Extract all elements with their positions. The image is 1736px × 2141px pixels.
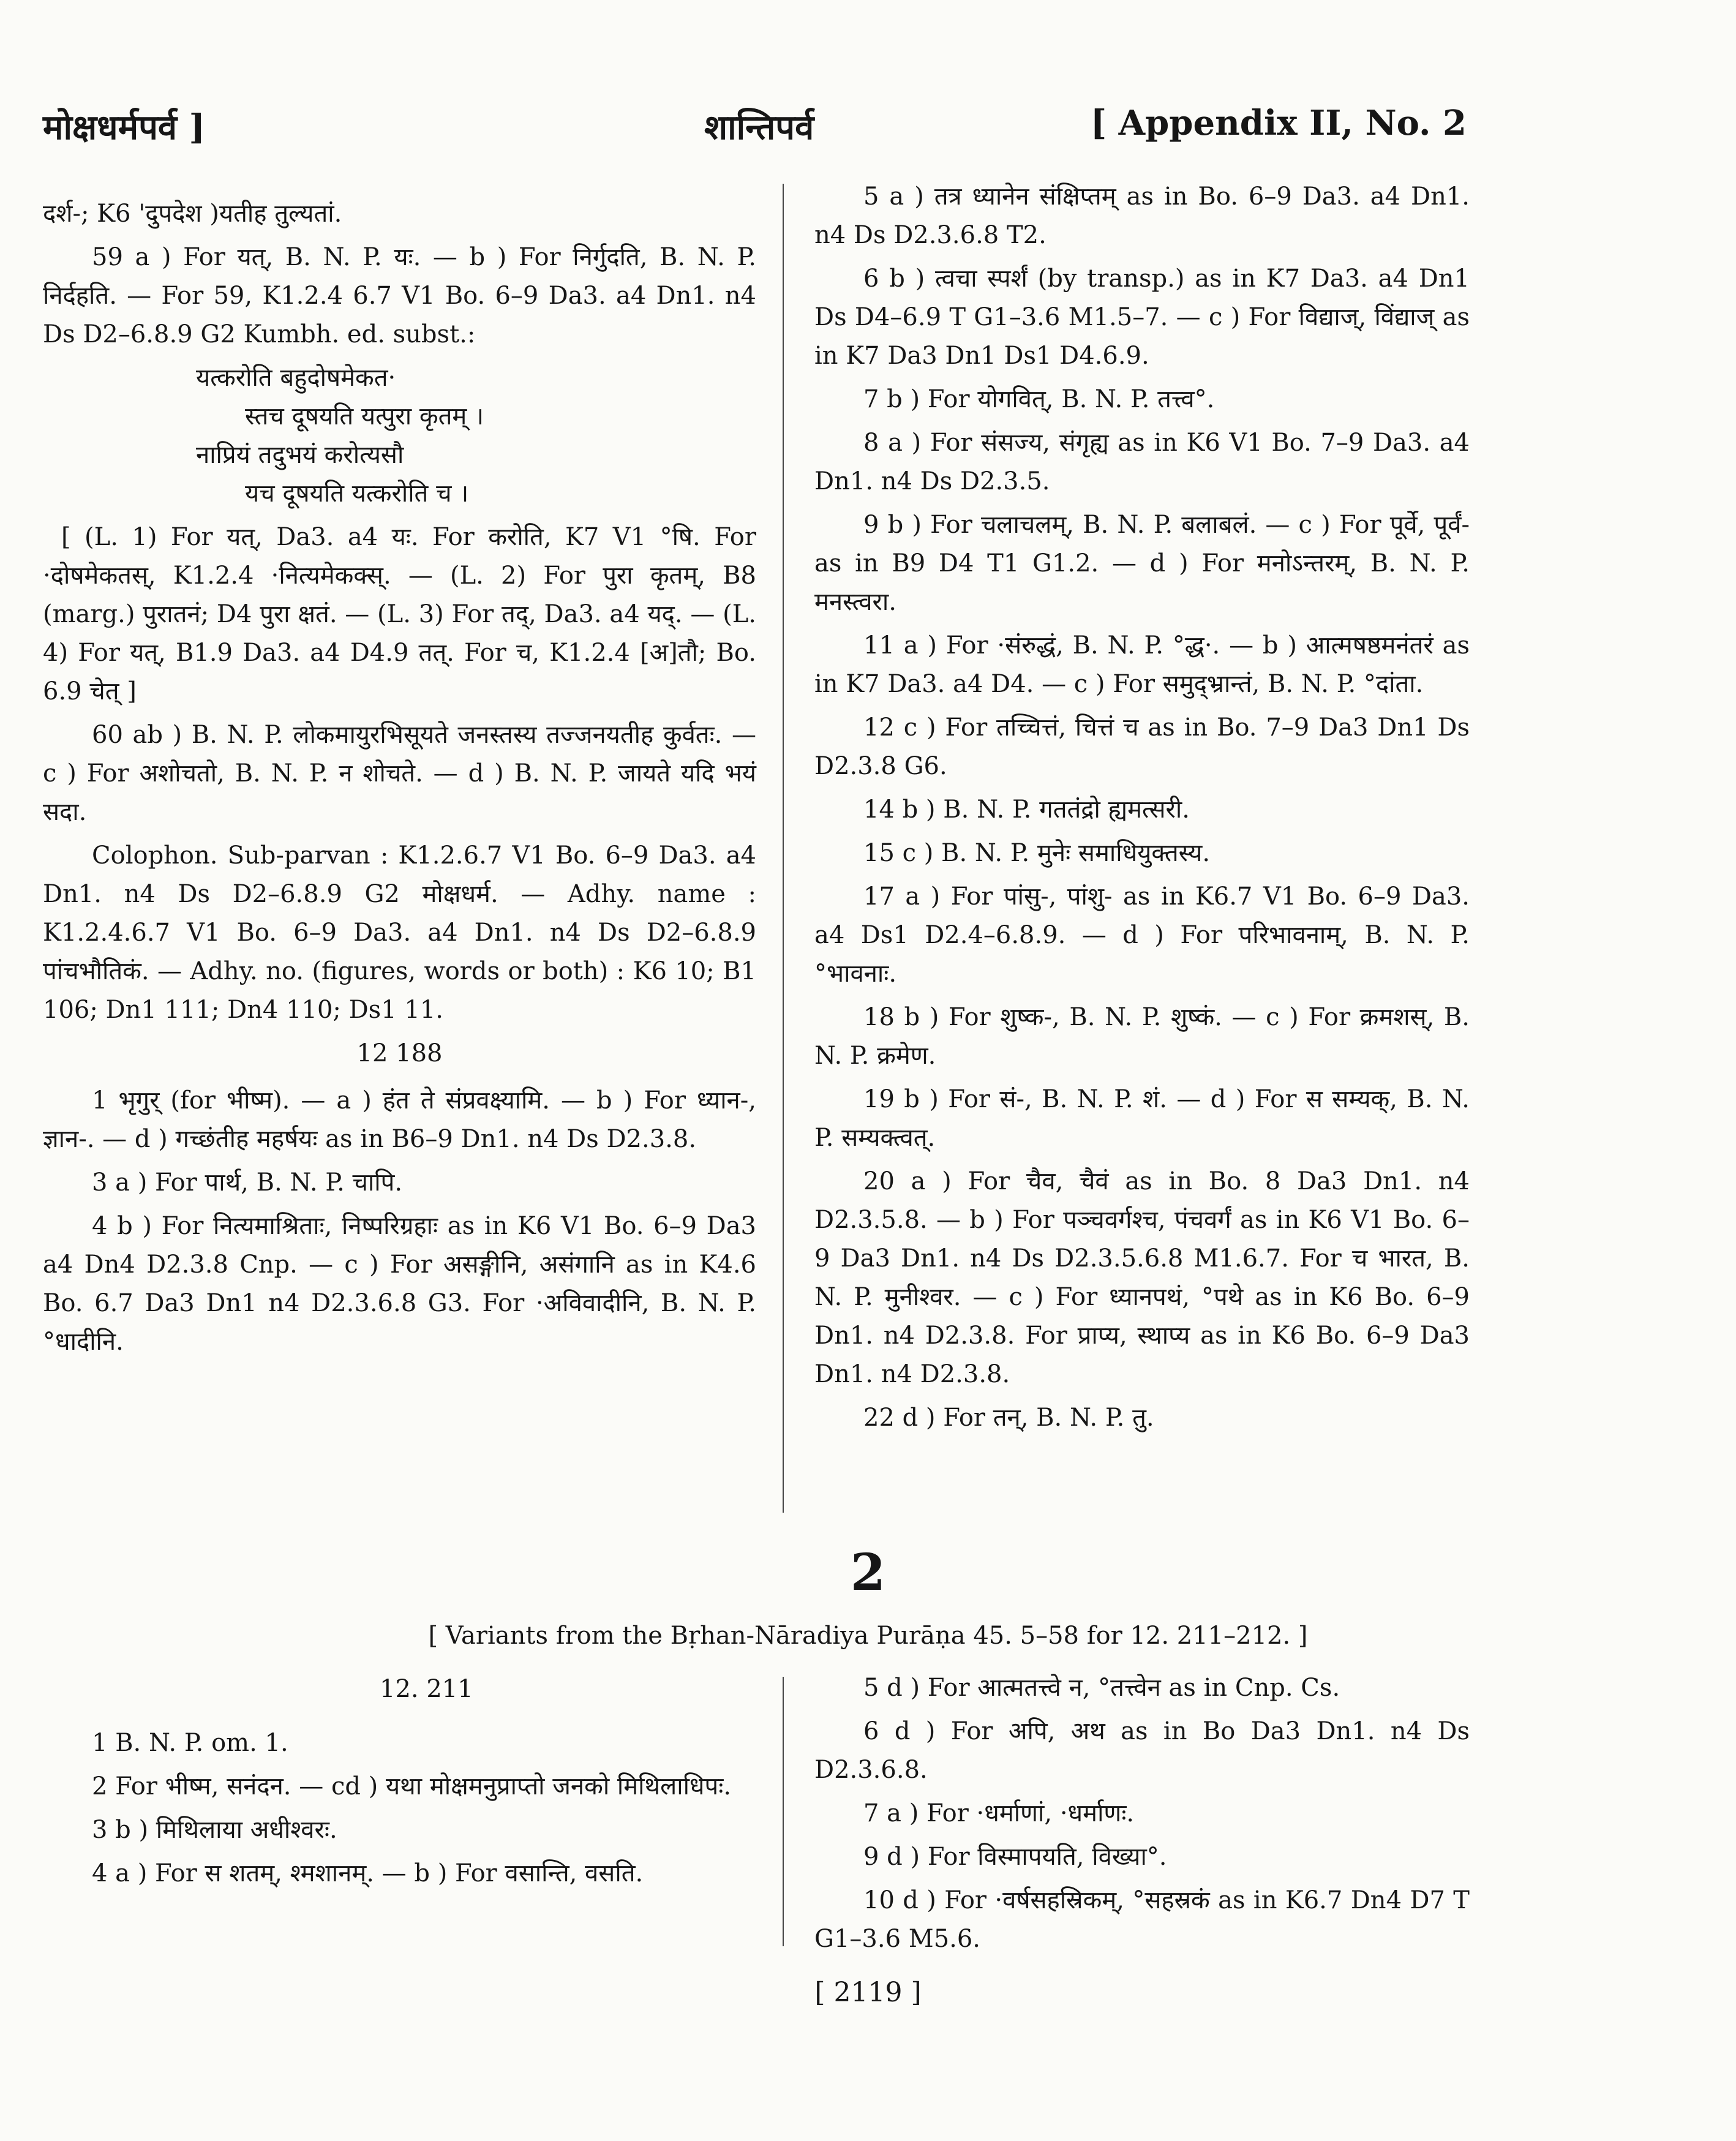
note-9: 9 b ) For चलाचलम्, B. N. P. बलाबलं. — c ) For पूर्वे, पूर्वं- as in B9 D4 T1 G1.2. — d ) For मनोऽन्तरम्, B. N. P. मनस्त्वरा.: [814, 511, 1470, 616]
verse-line-4: यच दूषयति यत्करोति च ।: [245, 480, 469, 508]
running-head-right: [ Appendix II, No. 2: [1090, 103, 1467, 143]
note-20: 20 a ) For चैव, चैवं as in Bo. 8 Da3 Dn1. n4 D2.3.5.8. — b ) For पञ्चवर्गश्च, पंचवर्गं as in K6 V1 Bo. 6–9 Da3 Dn1. n4 Ds D2.3.5.6.8 M1.6.7. For च भारत, B. N. P. मुनीश्वर. — c ) For ध्यानपथं, °पथे as in K6 Bo. 6–9 Dn1. n4 D2.3.8. For प्राप्य, स्थाप्य as in K6 Bo. 6–9 Da3 Dn1. n4 D2.3.8.: [814, 1167, 1470, 1388]
note-5: 5 a ) तत्र ध्यानेन संक्षिप्तम् as in Bo. 6–9 Da3. a4 Dn1. n4 Ds D2.3.6.8 T2.: [814, 182, 1470, 249]
note-bracket: [ (L. 1) For यत्, Da3. a4 यः. For करोति, K7 V1 °षि. For ·दोषमेकतस्, K1.2.4 ·नित्यमेकक्स्. — (L. 2) For पुरा कृतम्, B8 (marg.) पुरातनं; D4 पुरा क्षतं. — (L. 3) For तद्, Da3. a4 यद्. — (L. 4) For यत्, B1.9 Da3. a4 D4.9 तत्. For च, K1.2.4 [अ]तौ; Bo. 6.9 चेत् ]: [43, 523, 756, 706]
note-1: 1 भृगुर् (for भीष्म). — a ) हंत ते संप्रवक्ष्यामि. — b ) For ध्यान-, ज्ञान-. — d ) गच्छंतीह महर्षयः as in B6–9 Dn1. n4 Ds D2.3.8.: [43, 1086, 756, 1153]
verse-line-2: स्तच दूषयति यत्पुरा कृतम् ।: [245, 402, 484, 431]
note-b1: 1 B. N. P. om. 1.: [92, 1729, 288, 1757]
note-12: 12 c ) For तच्चित्तं, चित्तं च as in Bo. 7–9 Da3 Dn1 Ds D2.3.8 G6.: [814, 713, 1470, 780]
note-59: 59 a ) For यत्, B. N. P. यः. — b ) For निर्गुदति, B. N. P. निर्दहति. — For 59, K1.2.4 6.7 V1 Bo. 6–9 Da3. a4 Dn1. n4 Ds D2–6.8.9 G2 Kumbh. ed. subst.:: [43, 243, 756, 348]
note-continuation: दर्श-; K6 'दुपदेश )यतीह तुल्यतां.: [43, 200, 342, 228]
note-b2: 2 For भीष्म, सनंदन. — cd ) यथा मोक्षमनुप्राप्तो जनको मिथिलाधिपः.: [92, 1772, 732, 1800]
bottom-right-column: [814, 1669, 1470, 1963]
note-22: 22 d ) For तन्, B. N. P. तु.: [863, 1404, 1154, 1432]
chapter-heading: 12 188: [356, 1039, 443, 1067]
note-3: 3 a ) For पार्थ, B. N. P. चापि.: [92, 1168, 403, 1197]
note-60: 60 ab ) B. N. P. लोकमायुरभिसूयते जनस्तस्य तज्जनयतीह कुर्वतः. — c ) For अशोचतो, B. N. P. न शोचते. — d ) B. N. P. जायते यदि भयं सदा.: [43, 721, 756, 826]
running-head-center: शान्तिपर्व: [704, 107, 814, 148]
column-rule-bottom: [783, 1677, 784, 1946]
section-number: 2: [850, 1543, 886, 1602]
running-head-left: मोक्षधर्मपर्व ]: [43, 107, 206, 148]
note-b4: 4 a ) For स शतम्, श्मशानम्. — b ) For वसान्ति, वसति.: [92, 1859, 644, 1887]
note-19: 19 b ) For सं-, B. N. P. शं. — d ) For स सम्यक्, B. N. P. सम्यक्त्वत्.: [814, 1085, 1470, 1152]
verse-line-3: नाप्रियं तदुभयं करोत्यसौ: [196, 441, 404, 469]
note-b10: 10 d ) For ·वर्षसहस्रिकम्, °सहस्रकं as in K6.7 Dn4 D7 T G1–3.6 M5.6.: [814, 1886, 1470, 1953]
note-6: 6 b ) त्वचा स्पर्शं (by transp.) as in K7 Da3. a4 Dn1 Ds D4–6.9 T G1–3.6 M1.5–7. — c ) For विद्याज्, विंद्याज् as in K7 Da3 Dn1 Ds1 D4.6.9.: [814, 265, 1470, 370]
note-b3: 3 b ) मिथिलाया अधीश्वरः.: [92, 1816, 337, 1844]
note-11: 11 a ) For ·संरुद्धं, B. N. P. °द्ध·. — b ) आत्मषष्ठमनंतरं as in K7 Da3. a4 D4. — c ) For समुद्भ्रान्तं, B. N. P. °दांता.: [814, 631, 1470, 698]
note-15: 15 c ) B. N. P. मुनेः समाधियुक्तस्य.: [863, 839, 1211, 867]
note-colophon: Colophon. Sub-parvan : K1.2.6.7 V1 Bo. 6–9 Da3. a4 Dn1. n4 Ds D2–6.8.9 G2 मोक्षधर्म. — Adhy. name : K1.2.4.6.7 V1 Bo. 6–9 Da3. a4 Dn1. n4 Ds D2–6.8.9 पांचभौतिकं. — Adhy. no. (figures, words or both) : K6 10; B1 106; Dn1 111; Dn4 110; Ds1 11.: [43, 841, 756, 1024]
note-8: 8 a ) For संसज्य, संगृह्य as in K6 V1 Bo. 7–9 Da3. a4 Dn1. n4 Ds D2.3.5.: [814, 429, 1470, 495]
note-b9: 9 d ) For विस्मापयति, विख्या°.: [863, 1843, 1167, 1871]
note-14: 14 b ) B. N. P. गततंद्रो ह्यमत्सरी.: [863, 796, 1190, 824]
note-b5: 5 d ) For आत्मतत्त्वे न, °तत्त्वेन as in Cnp. Cs.: [863, 1674, 1340, 1702]
note-17: 17 a ) For पांसु-, पांशु- as in K6.7 V1 Bo. 6–9 Da3. a4 Ds1 D2.4–6.8.9. — d ) For परिभावनाम्, B. N. P. °भावनाः.: [814, 882, 1470, 988]
section-subhead: 12. 211: [380, 1675, 473, 1703]
top-left-column: [43, 195, 756, 1366]
note-b7: 7 a ) For ·धर्माणां, ·धर्माणः.: [863, 1799, 1135, 1827]
note-b6: 6 d ) For अपि, अथ as in Bo Da3 Dn1. n4 Ds D2.3.6.8.: [814, 1717, 1470, 1784]
page-number: [ 2119 ]: [814, 1977, 922, 2008]
bottom-left-column: [43, 1724, 756, 1898]
top-right-column: [814, 178, 1470, 1442]
column-rule-top: [783, 184, 784, 1513]
note-7: 7 b ) For योगवित्, B. N. P. तत्त्व°.: [863, 385, 1215, 413]
note-18: 18 b ) For शुष्क-, B. N. P. शुष्कं. — c ) For क्रमशस्, B. N. P. क्रमेण.: [814, 1003, 1470, 1070]
verse-line-1: यत्करोति बहुदोषमेकत·: [196, 364, 396, 392]
section-caption: [ Variants from the Bṛhan-Nāradiya Purāṇa 45. 5–58 for 12. 211–212. ]: [428, 1622, 1308, 1650]
note-4: 4 b ) For नित्यमाश्रिताः, निष्परिग्रहाः as in K6 V1 Bo. 6–9 Da3 a4 Dn4 D2.3.8 Cnp. — c ) For असङ्गीनि, असंगानि as in K4.6 Bo. 6.7 Da3 Dn1 n4 D2.3.6.8 G3. For ·अविवादीनि, B. N. P. °धादीनि.: [43, 1212, 756, 1356]
